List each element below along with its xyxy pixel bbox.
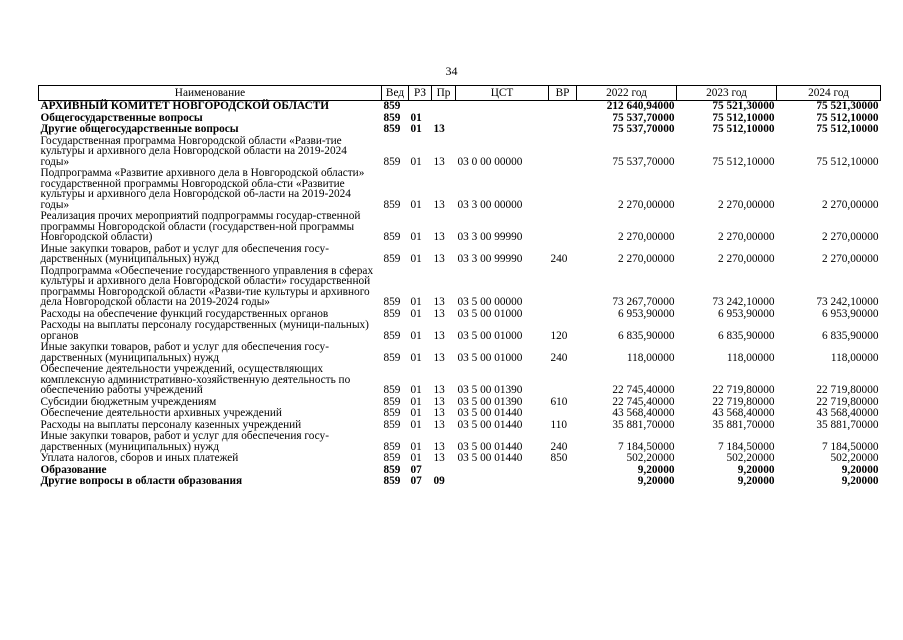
cell-y2022: 9,20000 — [637, 463, 675, 476]
cell-vr — [549, 476, 577, 488]
cell-ved: 859 — [383, 307, 401, 320]
cell-y2023: 2 270,00000 — [718, 253, 775, 265]
cell-name: Другие вопросы в области образования — [40, 475, 243, 487]
cell-cst — [456, 101, 549, 113]
table-row — [39, 168, 881, 211]
cell-y2024: 502,20000 — [830, 452, 879, 464]
cell-rz: 01 — [410, 155, 422, 168]
cell-rz: 01 — [410, 198, 422, 211]
cell-vr — [549, 364, 577, 397]
cell-y2024: 6 953,90000 — [822, 307, 879, 320]
cell-ved: 859 — [383, 475, 401, 487]
cell-name: Государственная программа Новгородской области «Разви-тие культуры и архивного дела Новгородской области на 2019-2024 годы» — [40, 134, 347, 168]
cell-cst: 03 5 00 00000 — [457, 296, 523, 308]
table-row — [39, 476, 881, 488]
cell-vr — [549, 136, 577, 169]
budget-table — [38, 85, 881, 488]
cell-cst: 03 3 00 99990 — [457, 253, 523, 265]
cell-pr: 13 — [433, 231, 445, 243]
cell-pr: 13 — [433, 296, 445, 308]
cell-name: Подпрограмма «Обеспечение государственного управления в сферах культуры и архивного дела Новгородской области» государственной программы Новгородской области «Разви-тие культуры и архивного дела Новгородской области на 2019-2024 годы» — [40, 264, 374, 308]
cell-rz: 01 — [410, 253, 422, 265]
cell-rz: 01 — [410, 123, 422, 135]
cell-name: Образование — [40, 463, 107, 476]
cell-name: Реализация прочих мероприятий подпрограммы государ-ственной программы Новгородской области (государствен-ной программы Новгородской области) — [40, 210, 361, 243]
cell-name: Субсидии бюджетным учреждениям — [40, 395, 217, 408]
cell-pr: 13 — [433, 351, 445, 364]
table-row — [39, 266, 881, 309]
cell-ved: 859 — [383, 198, 401, 211]
page-number: 34 — [445, 64, 458, 78]
cell-y2022: 22 745,40000 — [612, 395, 675, 408]
cell-pr: 13 — [433, 123, 445, 135]
cell-y2023: 43 568,40000 — [712, 407, 775, 419]
cell-rz: 01 — [410, 407, 422, 419]
cell-y2022: 75 537,70000 — [612, 155, 675, 168]
cell-name: Иные закупки товаров, работ и услуг для обеспечения госу-дарственных (муниципальных) нужд — [40, 341, 329, 364]
cell-pr: 13 — [433, 307, 445, 320]
header-rz: РЗ — [409, 86, 432, 101]
cell-cst: 03 3 00 99990 — [457, 231, 523, 243]
cell-y2024: 9,20000 — [841, 475, 879, 487]
cell-vr — [549, 465, 577, 477]
cell-cst: 03 5 00 01440 — [457, 452, 523, 464]
cell-rz: 01 — [410, 351, 422, 364]
cell-y2022: 6 835,90000 — [618, 329, 675, 342]
cell-vr — [549, 101, 577, 113]
cell-name: АРХИВНЫЙ КОМИТЕТ НОВГОРОДСКОЙ ОБЛАСТИ — [40, 100, 330, 112]
cell-name: Расходы на выплаты персоналу казенных учреждений — [40, 418, 302, 431]
cell-vr — [549, 211, 577, 244]
cell-name: Обеспечение деятельности архивных учреждений — [40, 407, 282, 419]
header-2024: 2024 год — [777, 86, 881, 101]
cell-y2022: 6 953,90000 — [618, 307, 675, 320]
cell-y2022: 73 267,70000 — [612, 296, 675, 308]
cell-vr — [549, 124, 577, 136]
cell-y2024: 2 270,00000 — [822, 253, 879, 265]
cell-name: Иные закупки товаров, работ и услуг для обеспечения госу-дарственных (муниципальных) нужд — [40, 430, 329, 453]
cell-ved: 859 — [383, 231, 401, 243]
cell-vr — [549, 408, 577, 420]
cell-y2024: 7 184,50000 — [822, 440, 879, 453]
cell-rz: 01 — [410, 440, 422, 453]
cell-y2022: 502,20000 — [626, 452, 675, 464]
cell-y2022: 118,00000 — [626, 351, 675, 364]
cell-rz: 01 — [410, 395, 422, 408]
cell-name: Подпрограмма «Развитие архивного дела в Новгородской области» государственной программы Новгородской обла-сти «Развитие культуры и архивного дела Новгородской об-ласти на 2019-2024 годы» — [40, 167, 365, 211]
cell-cst: 03 5 00 01390 — [457, 395, 523, 408]
cell-name: Расходы на обеспечение функций государственных органов — [40, 307, 329, 320]
cell-ved: 859 — [383, 407, 401, 419]
header-2023: 2023 год — [677, 86, 777, 101]
cell-name: Расходы на выплаты персоналу государственных (муници-пальных) органов — [40, 319, 369, 342]
cell-y2023: 75 521,30000 — [712, 100, 775, 112]
table-row — [39, 320, 881, 342]
cell-cst: 03 5 00 01000 — [457, 329, 523, 342]
cell-y2022: 35 881,70000 — [612, 418, 675, 431]
header-vr: ВР — [549, 86, 577, 101]
cell-pr: 13 — [433, 452, 445, 464]
cell-cst: 03 5 00 01440 — [457, 418, 523, 431]
cell-rz: 07 — [410, 475, 422, 487]
cell-y2024: 75 512,10000 — [816, 155, 879, 168]
cell-y2024: 75 512,10000 — [816, 111, 879, 124]
table-row — [39, 101, 881, 113]
cell-y2023: 22 719,80000 — [712, 395, 775, 408]
cell-y2022: 22 745,40000 — [612, 384, 675, 396]
table-row — [39, 211, 881, 244]
cell-y2023: 9,20000 — [737, 475, 775, 487]
cell-cst — [456, 124, 549, 136]
cell-cst: 03 5 00 01440 — [457, 440, 523, 453]
table-row — [39, 244, 881, 266]
cell-pr: 13 — [433, 440, 445, 453]
cell-vr: 240 — [550, 351, 568, 364]
cell-vr — [549, 168, 577, 211]
cell-vr — [549, 266, 577, 309]
header-ved: Вед — [382, 86, 409, 101]
cell-ved: 859 — [383, 155, 401, 168]
cell-ved: 859 — [383, 395, 401, 408]
table-row — [39, 136, 881, 169]
table-row — [39, 124, 881, 136]
header-cst: ЦСТ — [456, 86, 549, 101]
header-2022: 2022 год — [577, 86, 677, 101]
cell-y2023: 118,00000 — [726, 351, 775, 364]
cell-cst — [456, 113, 549, 125]
cell-y2023: 2 270,00000 — [718, 198, 775, 211]
cell-cst: 03 3 00 00000 — [457, 198, 523, 211]
cell-rz: 01 — [410, 384, 422, 396]
cell-pr: 13 — [433, 384, 445, 396]
cell-rz: 01 — [410, 111, 422, 124]
cell-vr — [549, 113, 577, 125]
table-body — [39, 101, 881, 488]
cell-y2022: 7 184,50000 — [618, 440, 675, 453]
cell-ved: 859 — [383, 351, 401, 364]
cell-y2023: 75 512,10000 — [712, 111, 775, 124]
cell-pr — [432, 101, 456, 113]
cell-y2024: 22 719,80000 — [816, 384, 879, 396]
cell-cst: 03 0 00 00000 — [457, 155, 523, 168]
cell-pr: 13 — [433, 407, 445, 419]
cell-y2022: 75 537,70000 — [612, 123, 675, 135]
cell-ved: 859 — [383, 123, 401, 135]
cell-y2024: 9,20000 — [841, 463, 879, 476]
cell-rz — [409, 101, 432, 113]
cell-ved: 859 — [383, 452, 401, 464]
cell-y2024: 22 719,80000 — [816, 395, 879, 408]
cell-vr: 850 — [550, 452, 568, 464]
cell-rz: 01 — [410, 452, 422, 464]
table-row — [39, 453, 881, 465]
cell-pr: 13 — [433, 253, 445, 265]
table-row — [39, 364, 881, 397]
cell-y2023: 35 881,70000 — [712, 418, 775, 431]
header-pr: Пр — [432, 86, 456, 101]
cell-cst — [456, 465, 549, 477]
cell-ved: 859 — [383, 253, 401, 265]
cell-ved: 859 — [383, 440, 401, 453]
cell-vr: 110 — [550, 418, 568, 431]
cell-y2023: 6 953,90000 — [718, 307, 775, 320]
cell-y2022: 212 640,94000 — [606, 100, 675, 112]
cell-ved: 859 — [383, 329, 401, 342]
cell-pr: 13 — [433, 155, 445, 168]
cell-vr — [549, 309, 577, 321]
cell-y2023: 6 835,90000 — [718, 329, 775, 342]
cell-pr: 13 — [433, 395, 445, 408]
cell-pr: 13 — [433, 198, 445, 211]
cell-y2023: 75 512,10000 — [712, 155, 775, 168]
cell-rz: 01 — [410, 418, 422, 431]
cell-y2024: 43 568,40000 — [816, 407, 879, 419]
cell-y2023: 75 512,10000 — [712, 123, 775, 135]
cell-y2023: 502,20000 — [726, 452, 775, 464]
cell-name: Иные закупки товаров, работ и услуг для обеспечения госу-дарственных (муниципальных) нужд — [40, 242, 329, 265]
cell-rz: 01 — [410, 329, 422, 342]
table-row — [39, 342, 881, 364]
cell-y2024: 6 835,90000 — [822, 329, 879, 342]
cell-y2022: 9,20000 — [637, 475, 675, 487]
cell-y2024: 73 242,10000 — [816, 296, 879, 308]
cell-y2023: 22 719,80000 — [712, 384, 775, 396]
cell-y2024: 35 881,70000 — [816, 418, 879, 431]
cell-vr: 240 — [550, 440, 568, 453]
cell-name: Уплата налогов, сборов и иных платежей — [40, 452, 239, 464]
cell-name: Обеспечение деятельности учреждений, осуществляющих комплексную административно-хозяйственную деятельность по обеспечению работы учреждений — [40, 363, 351, 396]
cell-ved: 859 — [383, 463, 401, 476]
cell-cst: 03 5 00 01440 — [457, 407, 523, 419]
cell-y2023: 73 242,10000 — [712, 296, 775, 308]
cell-cst: 03 5 00 01000 — [457, 307, 523, 320]
cell-y2023: 2 270,00000 — [718, 231, 775, 243]
cell-pr: 09 — [433, 475, 445, 487]
table-row — [39, 431, 881, 453]
cell-y2024: 75 512,10000 — [816, 123, 879, 135]
cell-vr: 610 — [550, 395, 568, 408]
cell-cst: 03 5 00 01390 — [457, 384, 523, 396]
cell-rz: 01 — [410, 231, 422, 243]
cell-vr: 120 — [550, 329, 568, 342]
cell-y2024: 2 270,00000 — [822, 231, 879, 243]
cell-name: Общегосударственные вопросы — [40, 111, 203, 124]
cell-y2023: 7 184,50000 — [718, 440, 775, 453]
cell-rz: 07 — [410, 463, 422, 476]
header-name: Наименование — [39, 86, 382, 101]
cell-rz: 01 — [410, 307, 422, 320]
cell-y2022: 2 270,00000 — [618, 198, 675, 211]
table-row — [39, 408, 881, 420]
cell-ved: 859 — [383, 384, 401, 396]
cell-ved: 859 — [383, 418, 401, 431]
cell-pr: 13 — [433, 418, 445, 431]
cell-cst: 03 5 00 01000 — [457, 351, 523, 364]
cell-ved: 859 — [383, 296, 401, 308]
header-row — [39, 86, 881, 101]
cell-pr: 13 — [433, 329, 445, 342]
cell-name: Другие общегосударственные вопросы — [40, 123, 239, 135]
cell-y2024: 75 521,30000 — [816, 100, 879, 112]
cell-ved: 859 — [383, 111, 401, 124]
cell-y2024: 118,00000 — [830, 351, 879, 364]
cell-cst — [456, 476, 549, 488]
cell-rz: 01 — [410, 296, 422, 308]
cell-ved: 859 — [383, 100, 401, 112]
cell-y2022: 2 270,00000 — [618, 253, 675, 265]
cell-y2023: 9,20000 — [737, 463, 775, 476]
cell-y2022: 75 537,70000 — [612, 111, 675, 124]
cell-y2022: 2 270,00000 — [618, 231, 675, 243]
cell-y2022: 43 568,40000 — [612, 407, 675, 419]
cell-vr: 240 — [550, 253, 568, 265]
cell-y2024: 2 270,00000 — [822, 198, 879, 211]
